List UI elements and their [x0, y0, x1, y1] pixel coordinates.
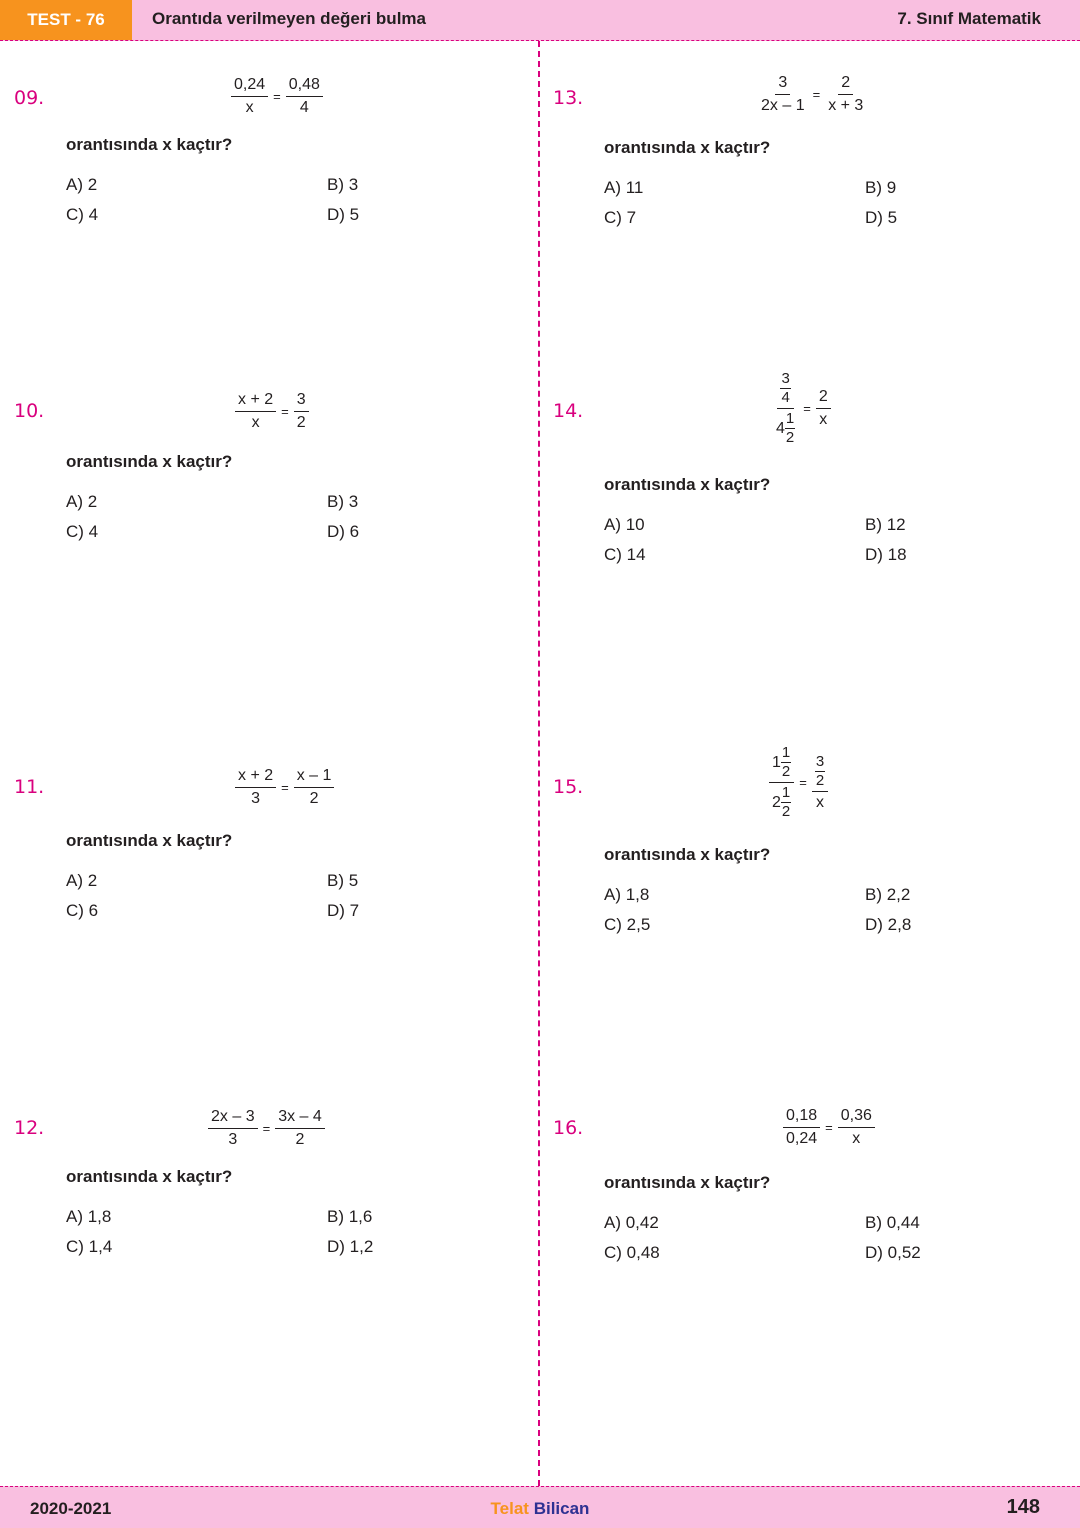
- question-number: 10.: [14, 400, 45, 422]
- option-c[interactable]: C) 6: [66, 901, 99, 920]
- whole-part: 2: [772, 793, 781, 811]
- denominator: 2: [295, 1131, 305, 1148]
- option-a[interactable]: A) 2: [66, 871, 98, 890]
- option-d[interactable]: D) 18: [865, 545, 907, 564]
- complex-fraction-right: [812, 753, 828, 812]
- question-number: 15.: [553, 776, 584, 798]
- denominator: 4: [781, 389, 790, 406]
- fraction-left: [235, 767, 276, 808]
- numerator: 3: [775, 74, 790, 95]
- numerator: 2: [838, 74, 853, 95]
- option-c[interactable]: C) 7: [604, 208, 637, 227]
- option-c[interactable]: C) 14: [604, 545, 646, 564]
- question-number: 16.: [553, 1117, 584, 1139]
- numerator: [812, 753, 828, 792]
- option-b[interactable]: B) 3: [327, 492, 359, 511]
- option-b[interactable]: B) 9: [865, 178, 897, 197]
- denominator: x: [819, 410, 828, 428]
- option-b[interactable]: B) 5: [327, 871, 359, 890]
- fraction-left: [208, 1108, 258, 1149]
- footer-year: 2020-2021: [30, 1499, 112, 1518]
- page-header: [0, 0, 1080, 41]
- denominator: [769, 783, 794, 820]
- option-d[interactable]: D) 0,52: [865, 1243, 921, 1262]
- fraction-right: [294, 391, 309, 432]
- numerator: [777, 370, 793, 409]
- option-a[interactable]: A) 1,8: [66, 1207, 112, 1226]
- test-badge: TEST - 76: [0, 0, 132, 40]
- equals-sign: =: [262, 1121, 271, 1136]
- formula: [232, 391, 312, 432]
- option-a[interactable]: A) 0,42: [604, 1213, 659, 1232]
- formula: [228, 76, 326, 117]
- option-c[interactable]: C) 1,4: [66, 1237, 113, 1256]
- complex-fraction: [773, 370, 798, 446]
- option-b[interactable]: B) 3: [327, 175, 359, 194]
- option-d[interactable]: D) 5: [865, 208, 898, 227]
- question-number: 14.: [553, 400, 584, 422]
- option-d[interactable]: D) 1,2: [327, 1237, 374, 1256]
- denominator: 2: [815, 772, 825, 789]
- fraction-left: [235, 391, 276, 432]
- footer-brand: [0, 1499, 1080, 1519]
- numerator: [769, 745, 794, 783]
- numerator: 0,24: [231, 76, 268, 97]
- page-footer: [0, 1486, 1080, 1528]
- question-prompt: orantısında x kaçtır?: [66, 135, 233, 154]
- header-subject: 7. Sınıf Matematik: [897, 9, 1041, 28]
- option-d[interactable]: D) 7: [327, 901, 360, 920]
- option-a[interactable]: A) 11: [604, 178, 644, 197]
- fraction-right: [286, 76, 323, 117]
- equals-sign: =: [799, 775, 807, 790]
- header-title: Orantıda verilmeyen değeri bulma: [152, 9, 426, 28]
- fraction-right: [825, 74, 866, 115]
- denominator: 2: [296, 414, 306, 431]
- whole-part: 4: [776, 419, 785, 437]
- denominator: 0,24: [786, 1130, 818, 1147]
- question-number: 11.: [14, 776, 45, 798]
- question-number: 13.: [553, 87, 584, 109]
- fraction-left: [783, 1107, 820, 1148]
- question-prompt: orantısında x kaçtır?: [66, 831, 233, 850]
- question-prompt: orantısında x kaçtır?: [604, 138, 771, 157]
- denominator: x: [852, 1130, 861, 1147]
- numerator: 3: [781, 370, 790, 387]
- whole-part: 1: [772, 753, 781, 771]
- denominator: 3: [228, 1131, 238, 1148]
- option-b[interactable]: B) 0,44: [865, 1213, 920, 1232]
- column-divider: [538, 41, 540, 1486]
- question-number: 09.: [14, 87, 45, 109]
- question-prompt: orantısında x kaçtır?: [66, 1167, 233, 1186]
- option-b[interactable]: B) 1,6: [327, 1207, 373, 1226]
- equals-sign: =: [273, 89, 281, 104]
- option-b[interactable]: B) 12: [865, 515, 906, 534]
- numerator: 1: [785, 410, 795, 427]
- brand-first-name: Telat: [490, 1499, 529, 1518]
- mixed-number: [772, 785, 791, 820]
- fraction-left: [231, 76, 268, 117]
- numerator: x + 2: [235, 767, 276, 788]
- numerator: 3x – 4: [275, 1108, 325, 1129]
- option-d[interactable]: D) 2,8: [865, 915, 912, 934]
- option-c[interactable]: C) 4: [66, 205, 99, 224]
- option-a[interactable]: A) 1,8: [604, 885, 650, 904]
- page-number: 148: [1006, 1496, 1040, 1518]
- numerator: 3: [294, 391, 309, 412]
- denominator: x: [245, 99, 254, 116]
- option-c[interactable]: C) 4: [66, 522, 99, 541]
- numerator: 3: [815, 753, 825, 770]
- complex-fraction: [769, 745, 794, 820]
- option-d[interactable]: D) 6: [327, 522, 360, 541]
- equals-sign: =: [281, 780, 289, 795]
- mixed-number: [772, 745, 791, 780]
- option-a[interactable]: A) 2: [66, 175, 98, 194]
- denominator: x + 3: [828, 97, 864, 114]
- equals-sign: =: [281, 404, 289, 419]
- numerator: 1: [781, 784, 791, 801]
- question-prompt: orantısında x kaçtır?: [604, 475, 771, 494]
- formula: [755, 74, 869, 115]
- numerator: 2: [816, 388, 831, 409]
- equals-sign: =: [825, 1120, 833, 1135]
- fraction-part: [785, 411, 795, 446]
- brand-last-name: Bilican: [533, 1499, 590, 1518]
- fraction-right: [275, 1108, 325, 1149]
- question-prompt: orantısında x kaçtır?: [66, 452, 233, 471]
- option-d[interactable]: D) 5: [327, 205, 360, 224]
- denominator: 4: [299, 99, 309, 116]
- formula: [232, 767, 337, 808]
- mixed-number: [776, 411, 795, 446]
- equals-sign: =: [803, 400, 811, 416]
- question-prompt: orantısında x kaçtır?: [604, 1173, 771, 1192]
- denominator: 2: [781, 803, 791, 820]
- numerator: 1: [781, 744, 791, 761]
- fraction-right: [838, 1107, 875, 1148]
- numerator: 0,48: [286, 76, 323, 97]
- question-number: 12.: [14, 1117, 45, 1139]
- fraction-part: [781, 745, 791, 780]
- formula: [780, 1107, 878, 1148]
- denominator: 2: [781, 763, 791, 780]
- denominator: 3: [251, 790, 261, 807]
- fraction-right: [816, 388, 831, 429]
- fraction-part: [781, 785, 791, 820]
- denominator: x: [251, 414, 260, 431]
- numerator: 0,18: [783, 1107, 820, 1128]
- question-prompt: orantısında x kaçtır?: [604, 845, 771, 864]
- fraction-three-quarters: [780, 371, 790, 406]
- numerator: x + 2: [235, 391, 276, 412]
- numerator: 2x – 3: [208, 1108, 258, 1129]
- option-c[interactable]: C) 2,5: [604, 915, 651, 934]
- denominator: 2: [309, 790, 319, 807]
- denominator: x: [816, 794, 825, 811]
- denominator: 2x – 1: [761, 97, 805, 114]
- formula: [766, 745, 831, 820]
- option-b[interactable]: B) 2,2: [865, 885, 911, 904]
- option-a[interactable]: A) 10: [604, 515, 645, 534]
- formula: [770, 370, 834, 446]
- fraction-three-halves: [815, 754, 825, 789]
- formula: [205, 1108, 328, 1149]
- numerator: 0,36: [838, 1107, 875, 1128]
- fraction-right: [294, 767, 335, 808]
- equals-sign: =: [812, 87, 821, 102]
- denominator: 2: [785, 429, 795, 446]
- option-a[interactable]: A) 2: [66, 492, 98, 511]
- option-c[interactable]: C) 0,48: [604, 1243, 660, 1262]
- denominator: [773, 409, 798, 446]
- numerator: x – 1: [294, 767, 335, 788]
- fraction-left: [758, 74, 808, 115]
